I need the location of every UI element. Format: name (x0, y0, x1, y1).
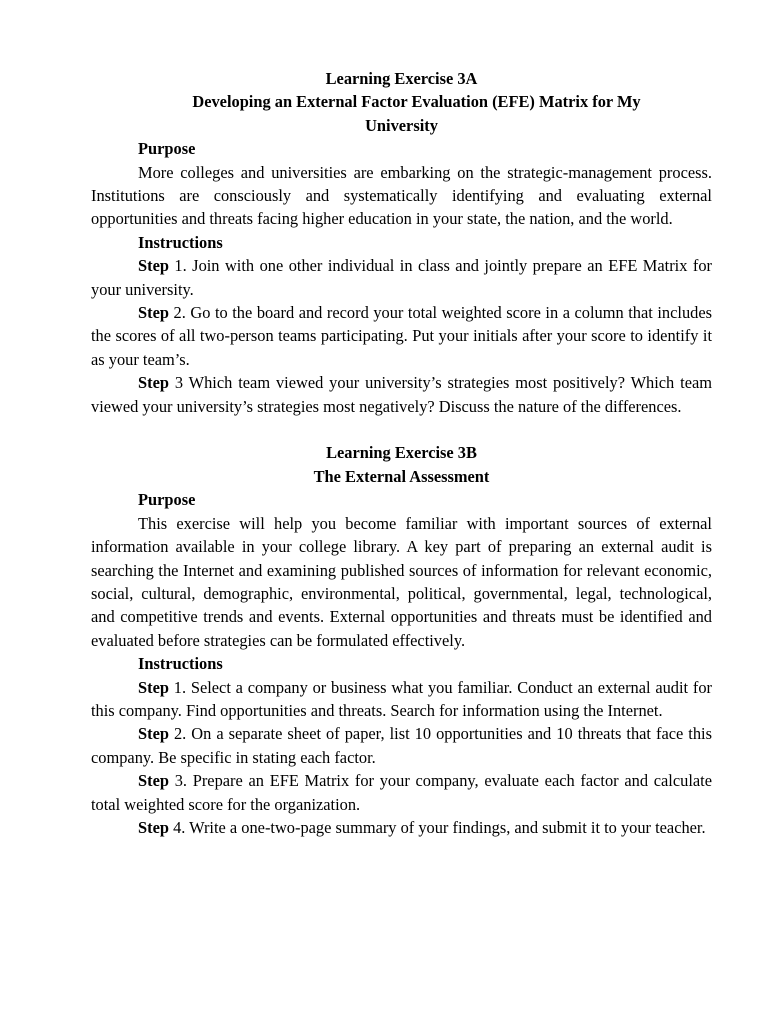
step-label: Step (138, 373, 169, 393)
exercise-3a-step-2 (91, 301, 712, 371)
step-text: 1. Join with one other individual in class and jointly prepare an EFE Matrix for your university. (91, 256, 712, 299)
exercise-3a-subtitle-line1: Developing an External Factor Evaluation (EFE) Matrix for My (192, 92, 641, 112)
step-text: 2. On a separate sheet of paper, list 10 opportunities and 10 threats that face this company. Be specific in stating each factor. (91, 724, 712, 767)
exercise-3a-title: Learning Exercise 3A (325, 69, 478, 88)
exercise-3b-instructions-heading: Instructions (138, 654, 223, 674)
section-spacer (91, 418, 712, 441)
exercise-3a-step-3 (91, 371, 712, 418)
step-label: Step (138, 256, 169, 276)
exercise-3b-subtitle: The External Assessment (313, 466, 490, 486)
exercise-3b-step-3 (91, 769, 712, 816)
exercise-3b-step-4 (91, 816, 712, 839)
exercise-3a-instructions-heading: Instructions (138, 232, 223, 252)
exercise-3b-step-2 (91, 722, 712, 769)
step-text: 1. Select a company or business what you familiar. Conduct an external audit for this company. Find opportunities and threats. Search for information using the Internet. (91, 677, 712, 720)
step-label: Step (138, 303, 169, 323)
exercise-3a-subtitle-line2: University (365, 115, 438, 135)
step-label: Step (138, 677, 169, 697)
step-text: 3. Prepare an EFE Matrix for your company, evaluate each factor and calculate total weighted score for the organization. (91, 771, 712, 814)
step-text: 2. Go to the board and record your total weighted score in a column that includes the scores of all two-person teams participating. Put your initials after your score to identify it as your team’s. (91, 303, 712, 369)
exercise-3b-purpose-text: This exercise will help you become familiar with important sources of external information available in your college library. A key part of preparing an external audit is searching the Internet and examining published sources of information for relevant economic, social, cultural, demographic, environmental, political, governmental, legal, technological, and competitive trends and events. External opportunities and threats must be identified and evaluated before strategies can be formulated effectively. (91, 513, 712, 650)
exercise-3b-purpose-heading: Purpose (138, 490, 196, 510)
exercise-3b-title: Learning Exercise 3B (326, 443, 477, 463)
document-page (91, 67, 712, 839)
step-label: Step (138, 817, 169, 837)
step-text: 4. Write a one-two-page summary of your findings, and submit it to your teacher. (168, 817, 706, 837)
exercise-3a-purpose-text: More colleges and universities are embarking on the strategic-management process. Institutions are consciously and systematically identifying and evaluating external opportunities and threats facing higher education in your state, the nation, and the world. (91, 162, 712, 229)
exercise-3b-step-1 (91, 676, 712, 723)
step-text: 3 Which team viewed your university’s strategies most positively? Which team viewed your university’s strategies most negatively? Discuss the nature of the differences. (91, 373, 712, 416)
exercise-3a-step-1 (91, 254, 712, 301)
step-label: Step (138, 724, 169, 744)
exercise-3a-purpose-heading: Purpose (138, 139, 196, 159)
step-label: Step (138, 771, 169, 791)
